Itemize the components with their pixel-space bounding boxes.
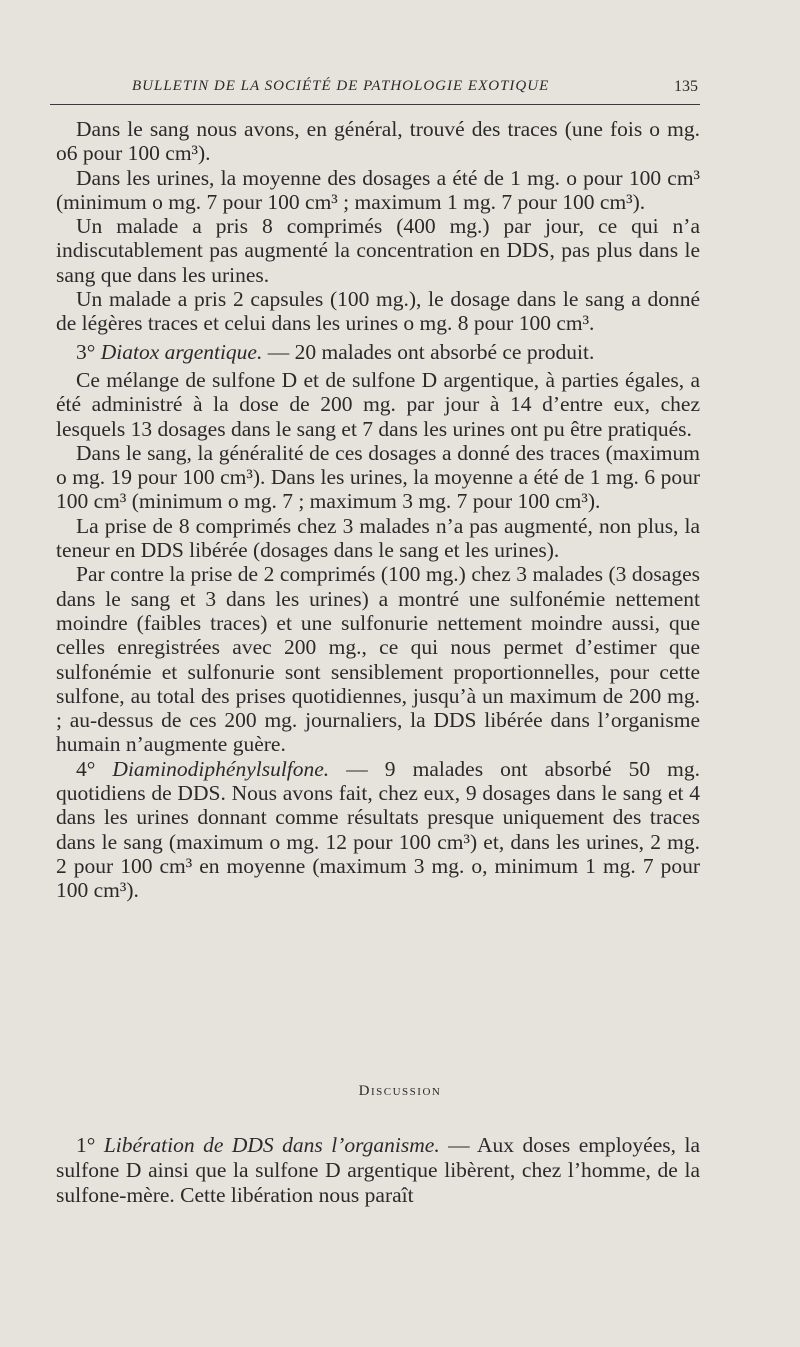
section-3-text: — 20 malades ont absorbé ce produit. [267, 339, 595, 364]
page-number: 135 [674, 78, 698, 95]
section-3-paragraph [56, 340, 700, 364]
main-text [56, 117, 700, 903]
discussion-text [56, 1133, 700, 1208]
running-title: BULLETIN DE LA SOCIÉTÉ DE PATHOLOGIE EXOTIQUE [132, 78, 550, 94]
section-3-title: Diatox argentique. [100, 339, 263, 364]
paragraph: Dans le sang nous avons, en général, trouvé des traces (une fois o mg. o6 pour 100 cm³). [56, 117, 700, 166]
paragraph: Ce mélange de sulfone D et de sulfone D argentique, à parties égales, a été administré à la dose de 200 mg. par jour à 14 d’entre eux, chez lesquels 13 dosages dans le sang et 7 dans les urines ont pu être pratiqués. [56, 367, 700, 441]
discussion-heading: Discussion [358, 1083, 442, 1099]
section-4-text: — 9 malades ont absorbé 50 mg. quotidiens de DDS. Nous avons fait, chez eux, 9 dosages dans le sang et 4 dans les urines donnant comme résultats presque uniquement des traces dans le sang (maximum o mg. 12 pour 100 cm³) et, dans les urines, 2 mg. 2 pour 100 cm³ en moyenne (maximum 3 mg. o, minimum 1 mg. 7 pour 100 cm³). [56, 756, 700, 903]
section-4-paragraph [56, 757, 700, 903]
running-header [120, 78, 698, 100]
paragraph: Un malade a pris 2 capsules (100 mg.), le dosage dans le sang a donné de légères traces et celui dans les urines o mg. 8 pour 100 cm³. [56, 287, 700, 336]
paragraph: La prise de 8 comprimés chez 3 malades n’a pas augmenté, non plus, la teneur en DDS libérée (dosages dans le sang et les urines). [56, 513, 700, 563]
paragraph: Dans le sang, la généralité de ces dosages a donné des traces (maximum o mg. 19 pour 100 cm³). Dans les urines, la moyenne a été de 1 mg. 6 pour 100 cm³ (minimum o mg. 7 ; maximum 3 mg. 7 pour 100 cm³). [56, 440, 700, 514]
discussion-title: Libération de DDS dans l’organisme. [103, 1133, 440, 1157]
section-4-number: 4° [76, 756, 96, 781]
discussion-number: 1° [76, 1133, 96, 1157]
paragraph: Par contre la prise de 2 comprimés (100 mg.) chez 3 malades (3 dosages dans le sang et 3 dans les urines) a montré une sulfonémie nettement moindre (faibles traces) et une sulfonurie nettement moindre aussi, que celles enregistrées avec 200 mg., ce qui nous permet d’estimer que sulfonémie et sulfonurie sont sensiblement proportionnelles, pour cette sulfone, au total des prises quotidiennes, jusqu’à un maximum de 200 mg. ; au-dessus de ces 200 mg. journaliers, la DDS libérée dans l’organisme humain n’augmente guère. [56, 562, 700, 757]
discussion-paragraph [56, 1133, 700, 1208]
section-4-title: Diaminodiphénylsulfone. [112, 756, 330, 781]
discussion-body: — Aux doses employées, la sulfone D ainsi que la sulfone D argentique libèrent, chez l’homme, de la sulfone-mère. Cette libération nous paraît [56, 1133, 700, 1207]
header-rule [50, 104, 700, 105]
paragraph: Dans les urines, la moyenne des dosages a été de 1 mg. o pour 100 cm³ (minimum o mg. 7 pour 100 cm³ ; maximum 1 mg. 7 pour 100 cm³). [56, 165, 700, 214]
section-3-number: 3° [76, 339, 96, 364]
paragraph: Un malade a pris 8 comprimés (400 mg.) par jour, ce qui n’a indiscutablement pas augmenté la concentration en DDS, pas plus dans le sang que dans les urines. [56, 214, 700, 287]
